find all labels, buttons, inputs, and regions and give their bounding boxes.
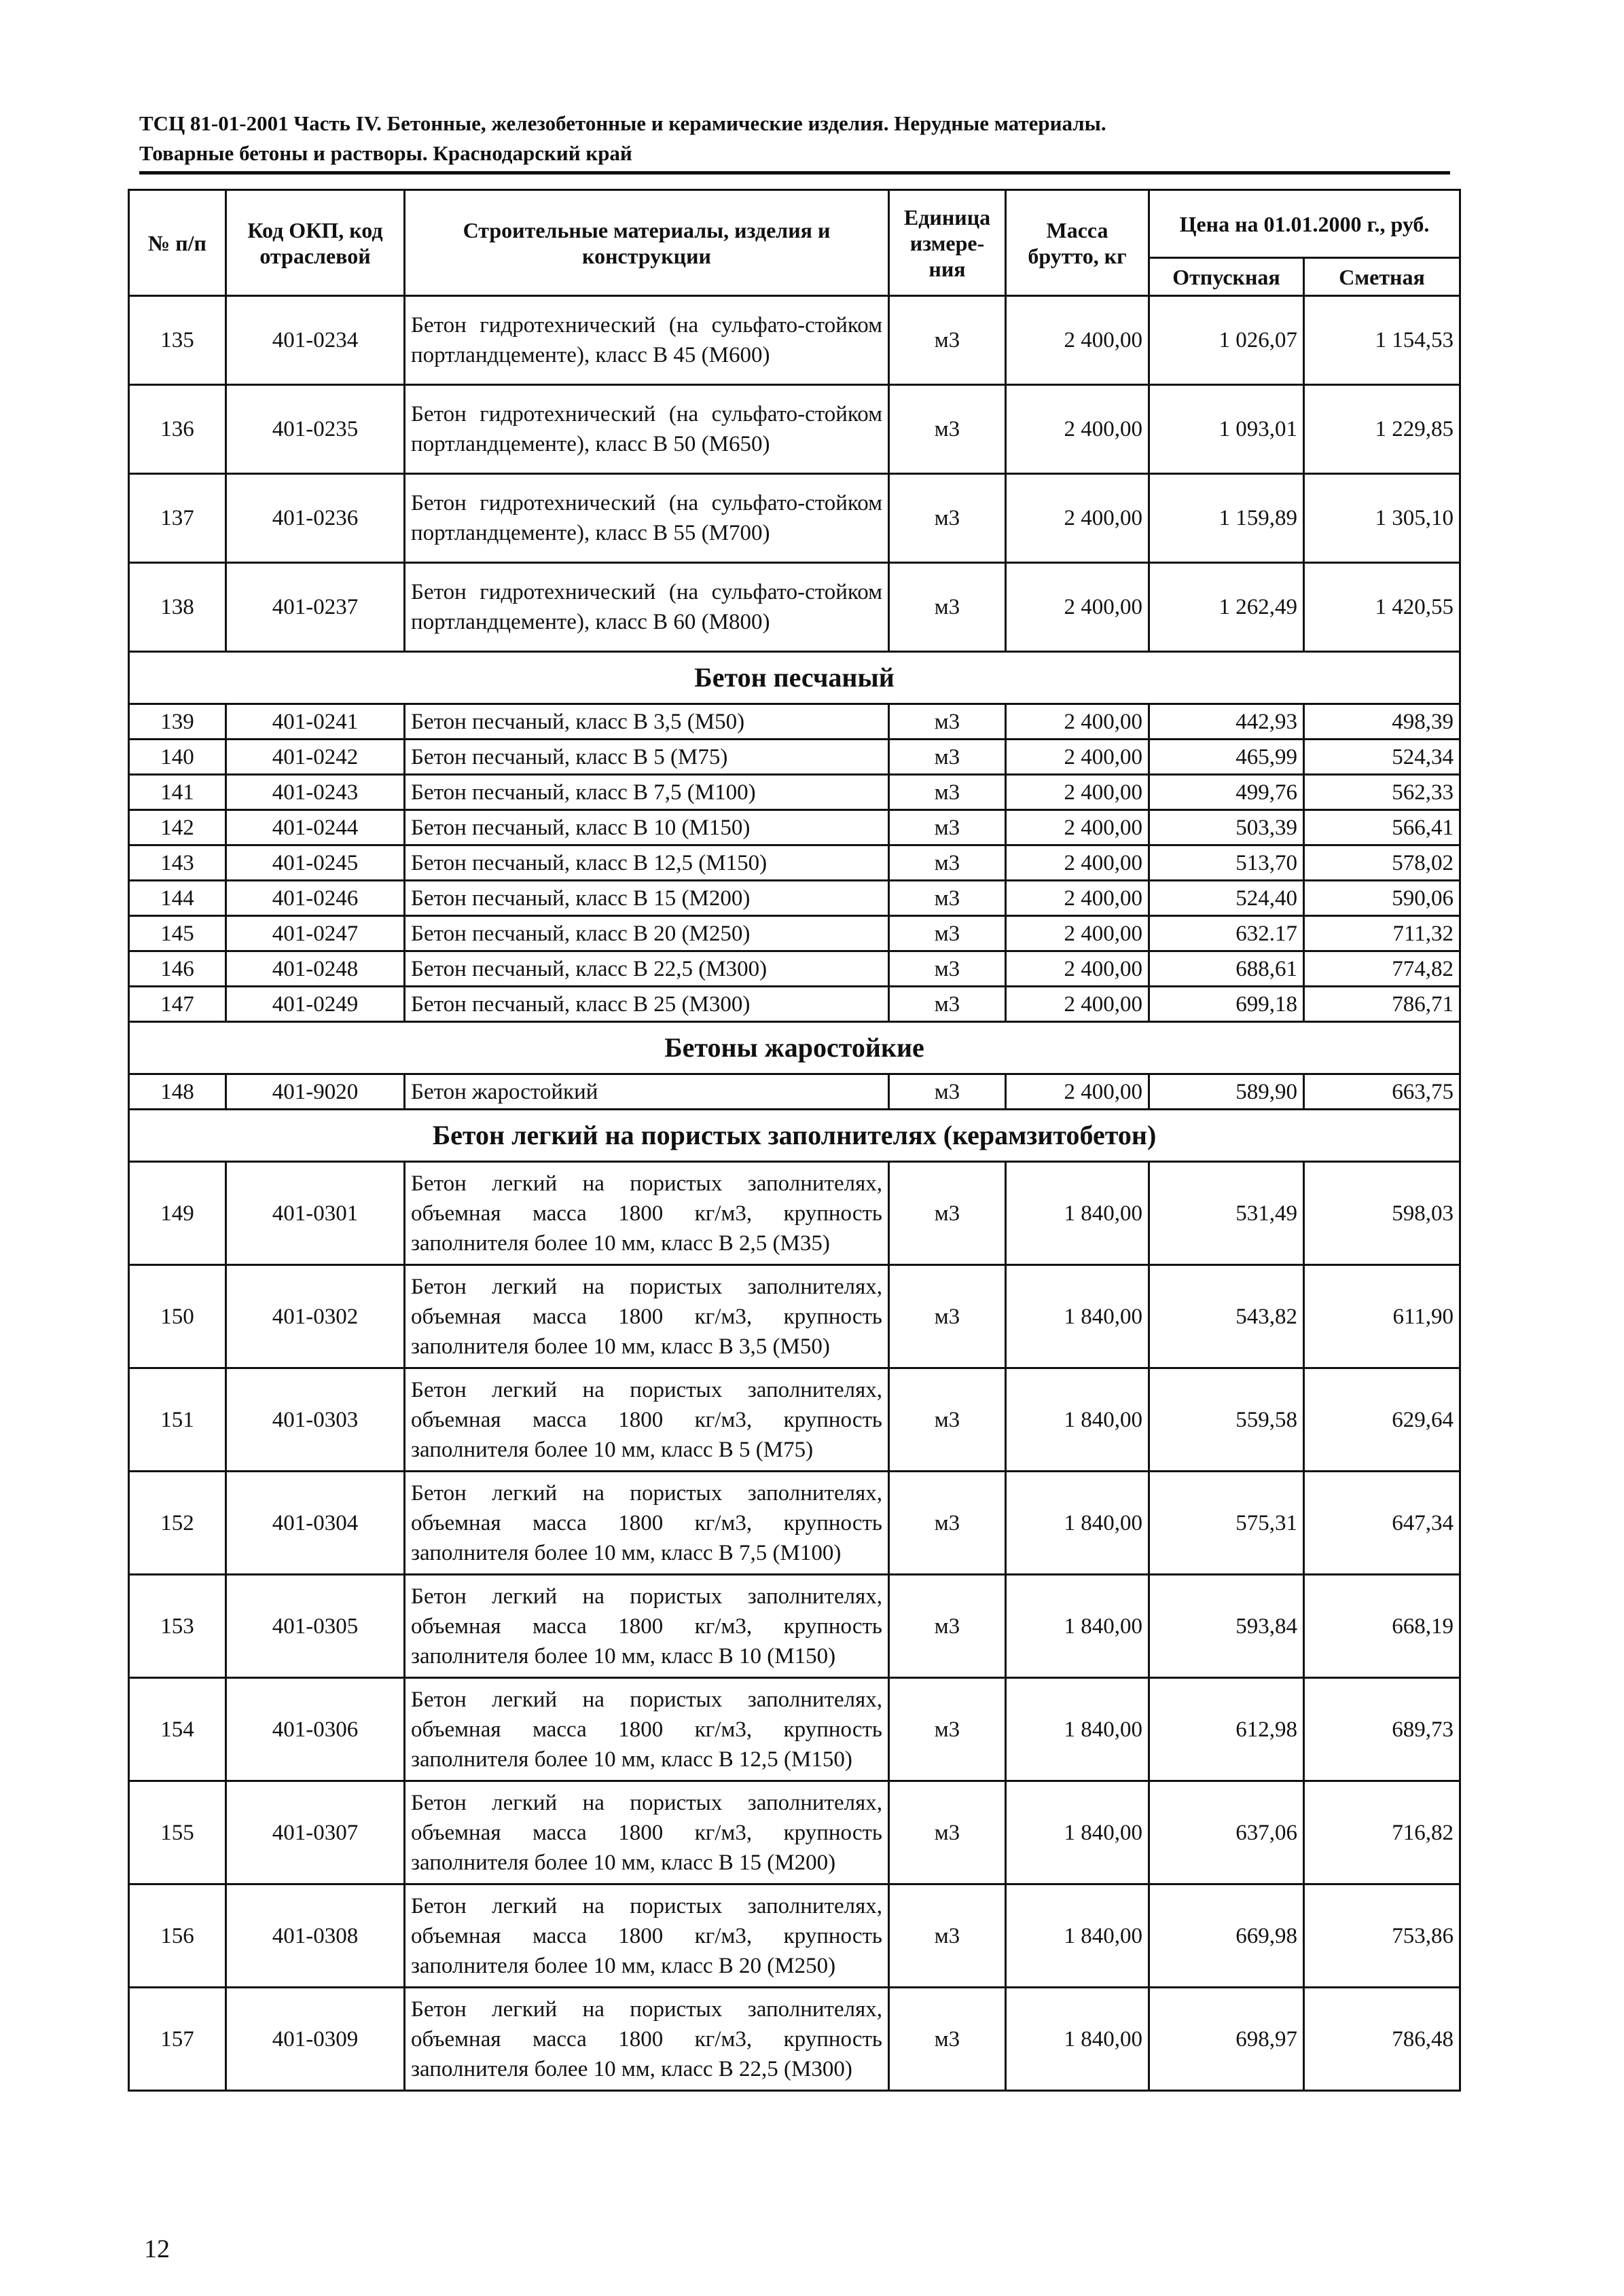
code-cell: 401-0242 xyxy=(226,740,405,775)
row-number-cell: 141 xyxy=(129,775,226,810)
unit-cell: м3 xyxy=(889,1074,1006,1110)
unit-cell: м3 xyxy=(889,385,1006,474)
row-number-cell: 142 xyxy=(129,810,226,845)
row-number-cell: 144 xyxy=(129,881,226,916)
code-cell: 401-0237 xyxy=(226,563,405,652)
mass-cell: 2 400,00 xyxy=(1006,775,1149,810)
mass-cell: 1 840,00 xyxy=(1006,1988,1149,2091)
code-cell: 401-0248 xyxy=(226,951,405,987)
price-sale-cell: 575,31 xyxy=(1149,1472,1304,1575)
table-row xyxy=(129,1988,1460,2091)
mass-cell: 2 400,00 xyxy=(1006,810,1149,845)
unit-cell: м3 xyxy=(889,1368,1006,1472)
table-row xyxy=(129,810,1460,845)
description-cell: Бетон песчаный, класс В 20 (М250) xyxy=(405,916,889,951)
description-cell: Бетон гидротехнический (на сульфато-стойком портландцементе), класс В 45 (М600) xyxy=(405,296,889,385)
description-cell: Бетон легкий на пористых заполнителях, объемная масса 1800 кг/м3, крупность заполнителя более 10 мм, класс В 10 (М150) xyxy=(405,1575,889,1678)
price-estimate-cell: 578,02 xyxy=(1304,845,1460,881)
price-sale-cell: 531,49 xyxy=(1149,1162,1304,1265)
description-cell: Бетон песчаный, класс В 25 (М300) xyxy=(405,987,889,1022)
col-header-price-group: Цена на 01.01.2000 г., руб. xyxy=(1149,190,1460,258)
code-cell: 401-0307 xyxy=(226,1781,405,1884)
price-sale-cell: 1 159,89 xyxy=(1149,474,1304,563)
price-sale-cell: 1 093,01 xyxy=(1149,385,1304,474)
table-row xyxy=(129,474,1460,563)
mass-cell: 2 400,00 xyxy=(1006,881,1149,916)
mass-cell: 1 840,00 xyxy=(1006,1162,1149,1265)
unit-cell: м3 xyxy=(889,704,1006,740)
description-cell: Бетон песчаный, класс В 3,5 (М50) xyxy=(405,704,889,740)
description-cell: Бетон легкий на пористых заполнителях, объемная масса 1800 кг/м3, крупность заполнителя более 10 мм, класс В 12,5 (М150) xyxy=(405,1678,889,1781)
price-estimate-cell: 1 229,85 xyxy=(1304,385,1460,474)
unit-cell: м3 xyxy=(889,1472,1006,1575)
mass-cell: 1 840,00 xyxy=(1006,1575,1149,1678)
price-estimate-cell: 590,06 xyxy=(1304,881,1460,916)
col-header-num: № п/п xyxy=(129,190,226,296)
code-cell: 401-0305 xyxy=(226,1575,405,1678)
section-header-row xyxy=(129,1110,1460,1162)
price-sale-cell: 524,40 xyxy=(1149,881,1304,916)
price-sale-cell: 1 262,49 xyxy=(1149,563,1304,652)
row-number-cell: 145 xyxy=(129,916,226,951)
row-number-cell: 137 xyxy=(129,474,226,563)
unit-cell: м3 xyxy=(889,740,1006,775)
table-row xyxy=(129,296,1460,385)
code-cell: 401-0236 xyxy=(226,474,405,563)
code-cell: 401-0235 xyxy=(226,385,405,474)
price-estimate-cell: 566,41 xyxy=(1304,810,1460,845)
price-estimate-cell: 647,34 xyxy=(1304,1472,1460,1575)
mass-cell: 2 400,00 xyxy=(1006,740,1149,775)
price-sale-cell: 503,39 xyxy=(1149,810,1304,845)
table-body xyxy=(129,296,1460,2091)
col-header-unit: Единица измере-ния xyxy=(889,190,1006,296)
row-number-cell: 154 xyxy=(129,1678,226,1781)
description-cell: Бетон жаростойкий xyxy=(405,1074,889,1110)
unit-cell: м3 xyxy=(889,1162,1006,1265)
code-cell: 401-0244 xyxy=(226,810,405,845)
unit-cell: м3 xyxy=(889,775,1006,810)
row-number-cell: 135 xyxy=(129,296,226,385)
unit-cell: м3 xyxy=(889,1678,1006,1781)
price-sale-cell: 559,58 xyxy=(1149,1368,1304,1472)
description-cell: Бетон песчаный, класс В 10 (М150) xyxy=(405,810,889,845)
mass-cell: 2 400,00 xyxy=(1006,474,1149,563)
price-estimate-cell: 711,32 xyxy=(1304,916,1460,951)
section-title: Бетон песчаный xyxy=(129,652,1460,704)
row-number-cell: 140 xyxy=(129,740,226,775)
mass-cell: 1 840,00 xyxy=(1006,1265,1149,1368)
mass-cell: 1 840,00 xyxy=(1006,1368,1149,1472)
description-cell: Бетон гидротехнический (на сульфато-стойком портландцементе), класс В 50 (М650) xyxy=(405,385,889,474)
row-number-cell: 155 xyxy=(129,1781,226,1884)
table-head xyxy=(129,190,1460,296)
row-number-cell: 149 xyxy=(129,1162,226,1265)
price-estimate-cell: 629,64 xyxy=(1304,1368,1460,1472)
description-cell: Бетон песчаный, класс В 7,5 (М100) xyxy=(405,775,889,810)
row-number-cell: 143 xyxy=(129,845,226,881)
description-cell: Бетон гидротехнический (на сульфато-стойком портландцементе), класс В 55 (М700) xyxy=(405,474,889,563)
price-estimate-cell: 611,90 xyxy=(1304,1265,1460,1368)
unit-cell: м3 xyxy=(889,987,1006,1022)
price-estimate-cell: 1 420,55 xyxy=(1304,563,1460,652)
mass-cell: 2 400,00 xyxy=(1006,563,1149,652)
header-rule xyxy=(139,171,1450,175)
table-row xyxy=(129,385,1460,474)
mass-cell: 2 400,00 xyxy=(1006,385,1149,474)
section-title: Бетон легкий на пористых заполнителях (керамзитобетон) xyxy=(129,1110,1460,1162)
table-row xyxy=(129,1472,1460,1575)
document-header xyxy=(139,109,1450,175)
unit-cell: м3 xyxy=(889,1575,1006,1678)
price-sale-cell: 1 026,07 xyxy=(1149,296,1304,385)
price-sale-cell: 698,97 xyxy=(1149,1988,1304,2091)
mass-cell: 2 400,00 xyxy=(1006,951,1149,987)
price-estimate-cell: 786,48 xyxy=(1304,1988,1460,2091)
price-sale-cell: 669,98 xyxy=(1149,1884,1304,1988)
row-number-cell: 152 xyxy=(129,1472,226,1575)
code-cell: 401-9020 xyxy=(226,1074,405,1110)
unit-cell: м3 xyxy=(889,296,1006,385)
unit-cell: м3 xyxy=(889,1265,1006,1368)
mass-cell: 1 840,00 xyxy=(1006,1884,1149,1988)
table-row xyxy=(129,1162,1460,1265)
price-estimate-cell: 598,03 xyxy=(1304,1162,1460,1265)
description-cell: Бетон легкий на пористых заполнителях, объемная масса 1800 кг/м3, крупность заполнителя более 10 мм, класс В 15 (М200) xyxy=(405,1781,889,1884)
price-sale-cell: 499,76 xyxy=(1149,775,1304,810)
row-number-cell: 136 xyxy=(129,385,226,474)
col-header-mass: Масса брутто, кг xyxy=(1006,190,1149,296)
mass-cell: 2 400,00 xyxy=(1006,296,1149,385)
page-number: 12 xyxy=(144,2235,170,2263)
description-cell: Бетон песчаный, класс В 15 (М200) xyxy=(405,881,889,916)
code-cell: 401-0302 xyxy=(226,1265,405,1368)
mass-cell: 2 400,00 xyxy=(1006,1074,1149,1110)
table-row xyxy=(129,1074,1460,1110)
table-row xyxy=(129,1575,1460,1678)
table-row xyxy=(129,704,1460,740)
description-cell: Бетон песчаный, класс В 22,5 (М300) xyxy=(405,951,889,987)
price-sale-cell: 699,18 xyxy=(1149,987,1304,1022)
description-cell: Бетон легкий на пористых заполнителях, объемная масса 1800 кг/м3, крупность заполнителя более 10 мм, класс В 2,5 (М35) xyxy=(405,1162,889,1265)
code-cell: 401-0304 xyxy=(226,1472,405,1575)
price-sale-cell: 442,93 xyxy=(1149,704,1304,740)
row-number-cell: 151 xyxy=(129,1368,226,1472)
col-header-name: Строительные материалы, изделия и конструкции xyxy=(405,190,889,296)
mass-cell: 2 400,00 xyxy=(1006,987,1149,1022)
table-row xyxy=(129,951,1460,987)
description-cell: Бетон легкий на пористых заполнителях, объемная масса 1800 кг/м3, крупность заполнителя более 10 мм, класс В 7,5 (М100) xyxy=(405,1472,889,1575)
section-header-row xyxy=(129,652,1460,704)
description-cell: Бетон легкий на пористых заполнителях, объемная масса 1800 кг/м3, крупность заполнителя более 10 мм, класс В 5 (М75) xyxy=(405,1368,889,1472)
price-sale-cell: 612,98 xyxy=(1149,1678,1304,1781)
col-header-price-sale: Отпускная xyxy=(1149,258,1304,296)
description-cell: Бетон легкий на пористых заполнителях, объемная масса 1800 кг/м3, крупность заполнителя более 10 мм, класс В 3,5 (М50) xyxy=(405,1265,889,1368)
price-sale-cell: 589,90 xyxy=(1149,1074,1304,1110)
unit-cell: м3 xyxy=(889,1884,1006,1988)
code-cell: 401-0234 xyxy=(226,296,405,385)
row-number-cell: 138 xyxy=(129,563,226,652)
code-cell: 401-0249 xyxy=(226,987,405,1022)
col-header-price-est: Сметная xyxy=(1304,258,1460,296)
price-estimate-cell: 524,34 xyxy=(1304,740,1460,775)
code-cell: 401-0306 xyxy=(226,1678,405,1781)
description-cell: Бетон легкий на пористых заполнителях, объемная масса 1800 кг/м3, крупность заполнителя более 10 мм, класс В 22,5 (М300) xyxy=(405,1988,889,2091)
code-cell: 401-0241 xyxy=(226,704,405,740)
header-line-1: ТСЦ 81-01-2001 Часть IV. Бетонные, железобетонные и керамические изделия. Нерудные материалы. xyxy=(139,111,1106,135)
unit-cell: м3 xyxy=(889,1781,1006,1884)
price-sale-cell: 632.17 xyxy=(1149,916,1304,951)
code-cell: 401-0303 xyxy=(226,1368,405,1472)
header-line-2: Товарные бетоны и растворы. Краснодарский край xyxy=(139,141,632,165)
price-sale-cell: 513,70 xyxy=(1149,845,1304,881)
code-cell: 401-0309 xyxy=(226,1988,405,2091)
table-row xyxy=(129,987,1460,1022)
row-number-cell: 153 xyxy=(129,1575,226,1678)
row-number-cell: 139 xyxy=(129,704,226,740)
price-sale-cell: 688,61 xyxy=(1149,951,1304,987)
mass-cell: 2 400,00 xyxy=(1006,845,1149,881)
table-row xyxy=(129,1884,1460,1988)
price-table xyxy=(128,189,1461,2092)
unit-cell: м3 xyxy=(889,916,1006,951)
code-cell: 401-0243 xyxy=(226,775,405,810)
row-number-cell: 147 xyxy=(129,987,226,1022)
unit-cell: м3 xyxy=(889,810,1006,845)
row-number-cell: 148 xyxy=(129,1074,226,1110)
price-estimate-cell: 689,73 xyxy=(1304,1678,1460,1781)
mass-cell: 1 840,00 xyxy=(1006,1678,1149,1781)
price-estimate-cell: 498,39 xyxy=(1304,704,1460,740)
code-cell: 401-0247 xyxy=(226,916,405,951)
table-row xyxy=(129,740,1460,775)
price-estimate-cell: 753,86 xyxy=(1304,1884,1460,1988)
price-sale-cell: 543,82 xyxy=(1149,1265,1304,1368)
price-estimate-cell: 1 154,53 xyxy=(1304,296,1460,385)
price-estimate-cell: 663,75 xyxy=(1304,1074,1460,1110)
price-estimate-cell: 786,71 xyxy=(1304,987,1460,1022)
price-estimate-cell: 716,82 xyxy=(1304,1781,1460,1884)
mass-cell: 1 840,00 xyxy=(1006,1781,1149,1884)
table-row xyxy=(129,1265,1460,1368)
unit-cell: м3 xyxy=(889,474,1006,563)
description-cell: Бетон песчаный, класс В 5 (М75) xyxy=(405,740,889,775)
unit-cell: м3 xyxy=(889,881,1006,916)
price-sale-cell: 593,84 xyxy=(1149,1575,1304,1678)
section-header-row xyxy=(129,1022,1460,1074)
table-row xyxy=(129,775,1460,810)
price-estimate-cell: 562,33 xyxy=(1304,775,1460,810)
col-header-code: Код ОКП, код отраслевой xyxy=(226,190,405,296)
row-number-cell: 156 xyxy=(129,1884,226,1988)
description-cell: Бетон гидротехнический (на сульфато-стойком портландцементе), класс В 60 (М800) xyxy=(405,563,889,652)
price-sale-cell: 465,99 xyxy=(1149,740,1304,775)
mass-cell: 2 400,00 xyxy=(1006,916,1149,951)
code-cell: 401-0308 xyxy=(226,1884,405,1988)
price-estimate-cell: 668,19 xyxy=(1304,1575,1460,1678)
price-estimate-cell: 774,82 xyxy=(1304,951,1460,987)
table-row xyxy=(129,1678,1460,1781)
table-row xyxy=(129,1781,1460,1884)
table-row xyxy=(129,845,1460,881)
row-number-cell: 146 xyxy=(129,951,226,987)
table-row xyxy=(129,916,1460,951)
table-row xyxy=(129,563,1460,652)
code-cell: 401-0246 xyxy=(226,881,405,916)
code-cell: 401-0301 xyxy=(226,1162,405,1265)
code-cell: 401-0245 xyxy=(226,845,405,881)
mass-cell: 1 840,00 xyxy=(1006,1472,1149,1575)
description-cell: Бетон песчаный, класс В 12,5 (М150) xyxy=(405,845,889,881)
unit-cell: м3 xyxy=(889,845,1006,881)
table-row xyxy=(129,881,1460,916)
unit-cell: м3 xyxy=(889,1988,1006,2091)
row-number-cell: 150 xyxy=(129,1265,226,1368)
unit-cell: м3 xyxy=(889,951,1006,987)
section-title: Бетоны жаростойкие xyxy=(129,1022,1460,1074)
row-number-cell: 157 xyxy=(129,1988,226,2091)
mass-cell: 2 400,00 xyxy=(1006,704,1149,740)
price-estimate-cell: 1 305,10 xyxy=(1304,474,1460,563)
price-sale-cell: 637,06 xyxy=(1149,1781,1304,1884)
description-cell: Бетон легкий на пористых заполнителях, объемная масса 1800 кг/м3, крупность заполнителя более 10 мм, класс В 20 (М250) xyxy=(405,1884,889,1988)
table-row xyxy=(129,1368,1460,1472)
unit-cell: м3 xyxy=(889,563,1006,652)
